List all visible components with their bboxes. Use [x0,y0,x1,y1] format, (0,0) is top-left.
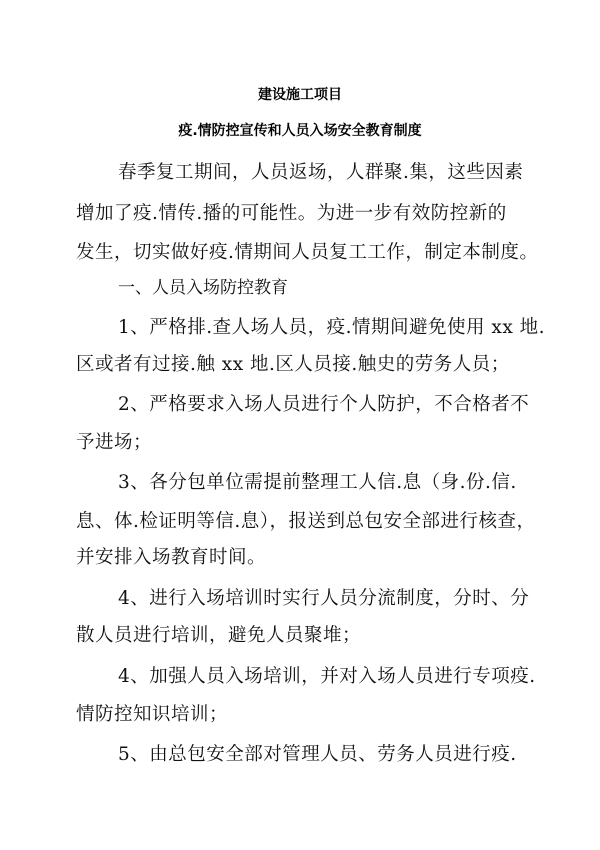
section-heading: 一、人员入场防控教育 [118,278,288,298]
item-5-line-2: 情防控知识培训； [76,704,229,725]
document-title: 建设施工项目 [258,87,342,103]
item-2-line-1: 2、严格要求入场人员进行个人防护，不合格者不 [118,394,530,415]
item-2-line-2: 予进场； [76,432,153,453]
item-5-line-1: 4、加强人员入场培训，并对入场人员进行专项疫. [118,666,536,687]
item-3-line-3: 并安排入场教育时间。 [76,547,267,568]
item-3-line-2: 息、体.检证明等信.息），报送到总包安全部进行核查， [76,511,536,532]
intro-line-2: 增加了疫.情传.播的可能性。为进一步有效防控新的 [76,203,507,224]
item-4-line-2: 散人员进行培训，避免人员聚堆； [76,625,362,646]
intro-line-3: 发生，切实做好疫.情期间人员复工工作，制定本制度。 [76,242,539,263]
item-3-line-1: 3、各分包单位需提前整理工人信.息（身.份.信. [118,472,517,493]
item-1-line-1: 1、严格排.查人场人员，疫.情期间避免使用 xx 地. [118,317,546,338]
item-1-line-2: 区或者有过接.触 xx 地.区人员接.触史的劳务人员； [76,354,510,375]
item-6-line-1: 5、由总包安全部对管理人员、劳务人员进行疫. [118,744,517,765]
item-4-line-1: 4、进行入场培训时实行人员分流制度，分时、分 [118,588,530,609]
document-subtitle: 疫.情防控宣传和人员入场安全教育制度 [178,123,422,139]
intro-line-1: 春季复工期间，人员返场，人群聚.集，这些因素 [118,162,524,183]
